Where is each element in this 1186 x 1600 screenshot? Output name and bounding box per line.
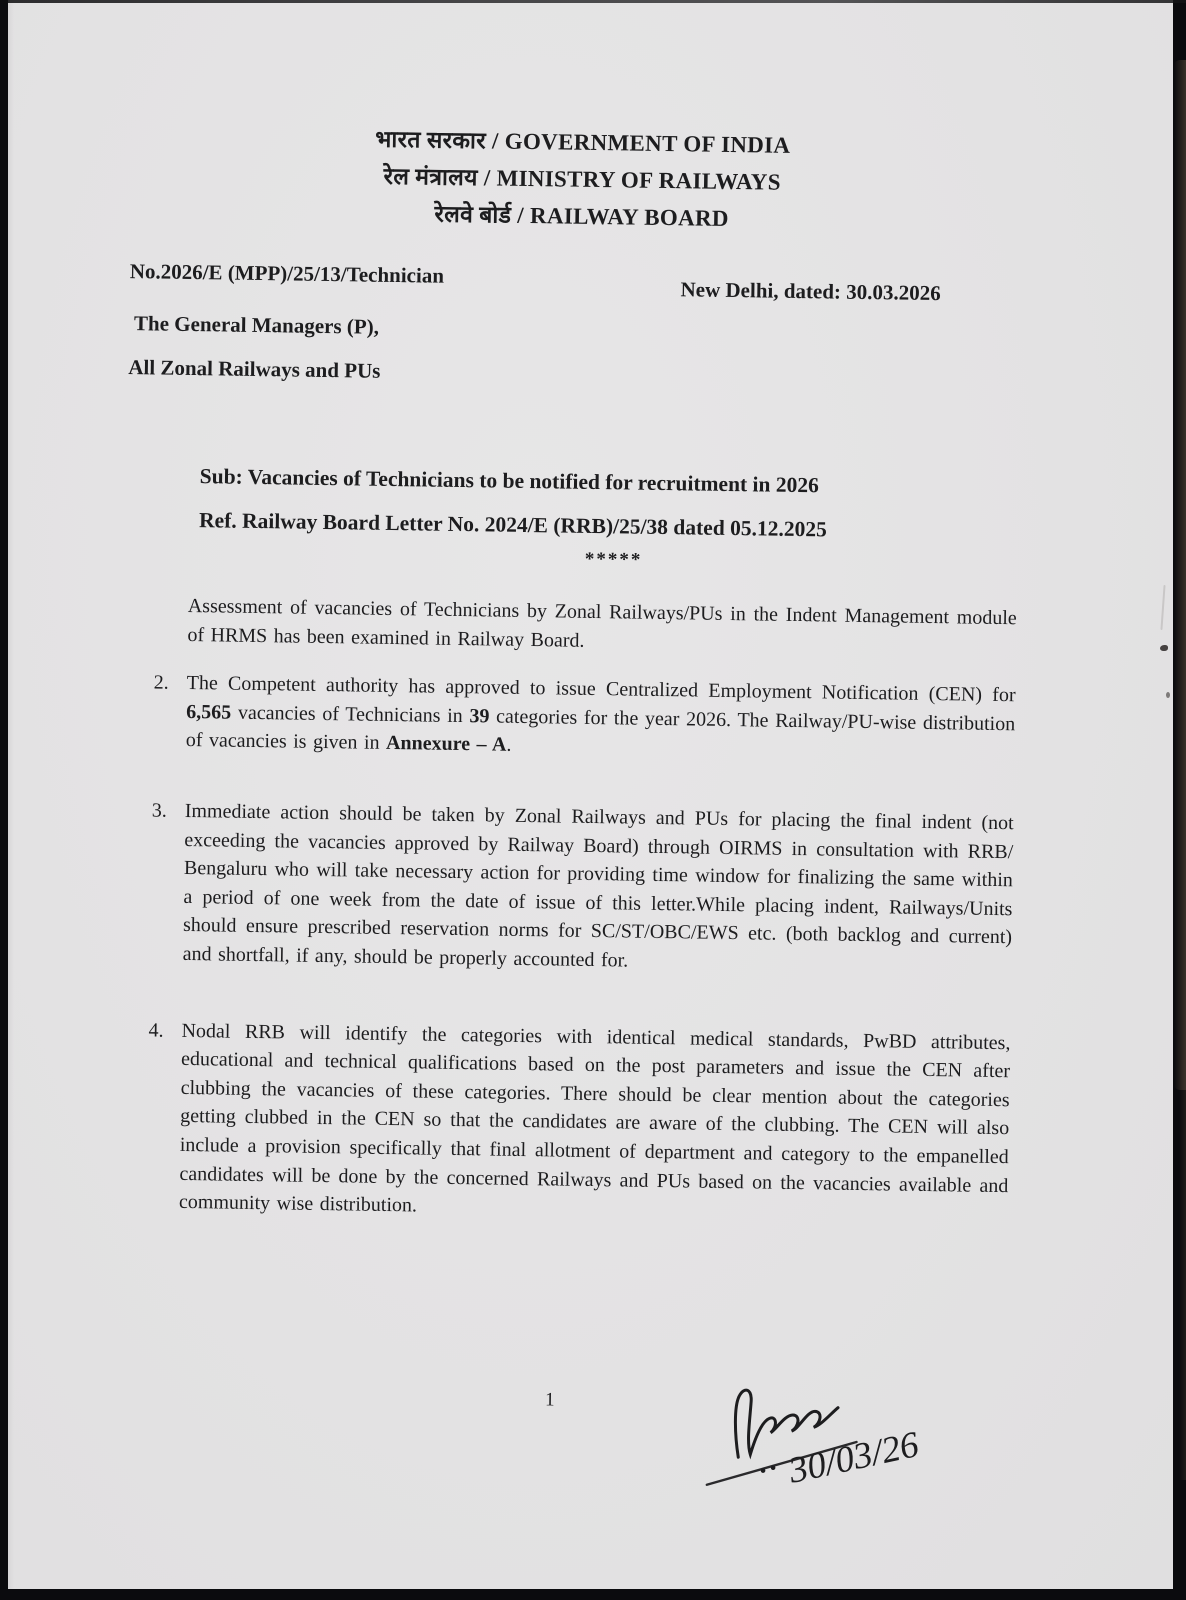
signature-graphic xyxy=(679,1343,1061,1519)
paragraph-4 xyxy=(146,1016,1011,1229)
subject-block xyxy=(199,454,1040,554)
annexure-reference: Annexure – A xyxy=(385,732,507,757)
paragraph-3-text: Immediate action should be taken by Zonal Railways and PUs for placing the final indent (not exceeding the vacancies approved by Railway Board) through OIRMS in consultation with RRB/ Bengaluru who will take necessary action for providing time window for finalizing the same within a period of one week from the date of issue of this letter.While placing indent, Railways/Units should ensure prescribed reservation norms for SC/ST/OBC/EWS etc. (both backlog and current) and shortfall, if any, should be properly accounted for. xyxy=(182,799,1014,972)
letterhead-railway-board: रेलवे बोर्ड / RAILWAY BOARD xyxy=(434,201,729,231)
letterhead-ministry-of-railways: रेल मंत्रालय / MINISTRY OF RAILWAYS xyxy=(383,163,781,195)
letter-reference-number: No.2026/E (MPP)/25/13/Technician xyxy=(129,259,445,288)
paragraph-1-text: Assessment of vacancies of Technicians by Zonal Railways/PUs in the Indent Management module of HRMS has been examined in Railway Board. xyxy=(187,594,1017,652)
subject-line: Sub: Vacancies of Technicians to be notified for recruitment in 2026 xyxy=(199,464,820,498)
category-count: 39 xyxy=(469,704,490,728)
paragraph-4-text: Nodal RRB will identify the categories with identical medical standards, PwBD attributes, educational and technical qualifications based on the post parameters and issue the CEN after clubbing the vacancies of these categories. There should be clear mention about the categories getting clubbed in the CEN so that the candidates are aware of the clubbing. The CEN will also include a provision specifically that final allotment of department and category to the empanelled candidates will be done by the concerned Railways and PUs based on the vacancies available and community wise distribution. xyxy=(178,1019,1011,1217)
paragraph-3 xyxy=(149,796,1013,980)
signature-date: 30/03/26 xyxy=(785,1424,923,1492)
paragraph-2-text: The Competent authority has approved to issue Centralized Employment Notification (CEN) for 6,565 vacancies of Technicians in 39 categories for the year 2026. The Railway/PU-wise distribution of vacancies is given in Annexure – A. xyxy=(185,672,1016,757)
addressee-line-2: All Zonal Railways and PUs xyxy=(128,355,381,383)
addressee-line-1: The General Managers (P), xyxy=(133,311,380,339)
letterhead-government-of-india: भारत सरकार / GOVERNMENT OF INDIA xyxy=(375,126,791,158)
paragraph-3-number: 3. xyxy=(151,799,167,822)
asterisk-separator: ***** xyxy=(584,548,643,571)
paragraph-2 xyxy=(153,669,1016,768)
vacancy-count: 6,565 xyxy=(186,700,232,724)
reference-line: Ref. Railway Board Letter No. 2024/E (RRB)/25/38 dated 05.12.2025 xyxy=(198,508,828,542)
letter-body xyxy=(146,591,1017,1228)
letterhead xyxy=(0,115,1176,244)
paragraph-1 xyxy=(154,591,1017,661)
paragraph-4-number: 4. xyxy=(148,1018,164,1042)
paragraph-2-number: 2. xyxy=(153,671,169,694)
page-number: 1 xyxy=(544,1389,555,1411)
signature-block xyxy=(679,1343,1061,1519)
place-and-date: New Delhi, dated: 30.03.2026 xyxy=(680,277,941,306)
